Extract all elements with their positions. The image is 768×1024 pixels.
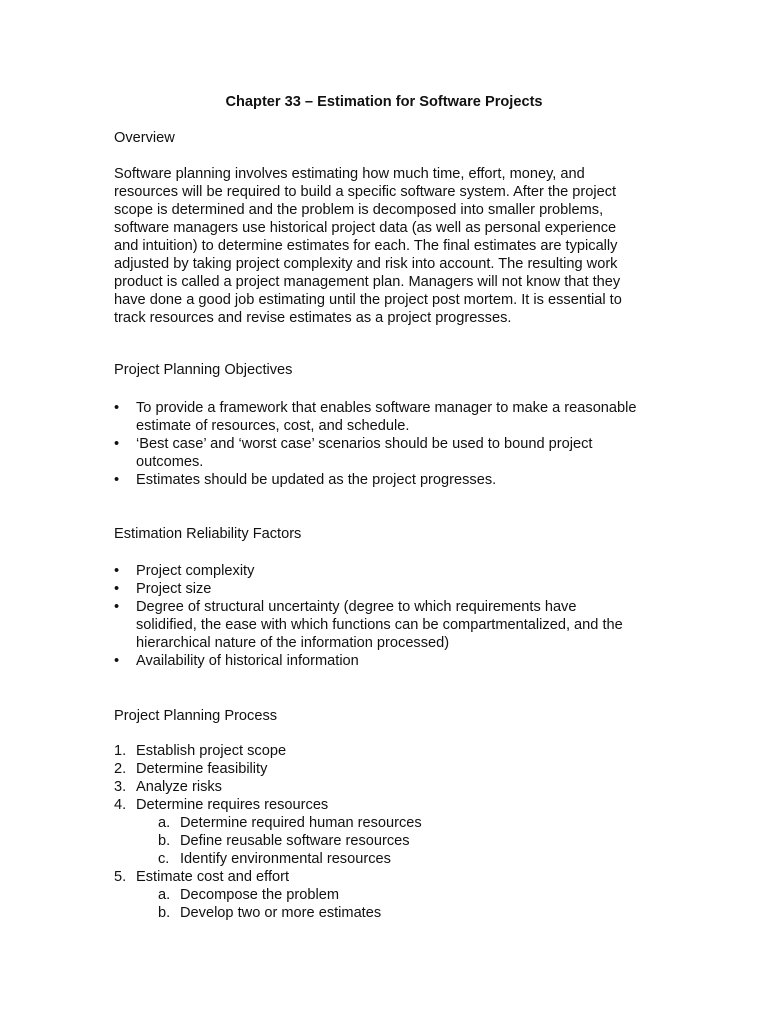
sub-step-item bbox=[158, 850, 674, 868]
step-text: Determine feasibility bbox=[136, 761, 268, 777]
step-number: 4. bbox=[114, 797, 127, 813]
step-item bbox=[114, 742, 674, 760]
list-item-line: Estimates should be updated as the project progresses. bbox=[136, 472, 497, 488]
sub-step-text: Determine required human resources bbox=[180, 815, 422, 831]
step-item bbox=[114, 796, 674, 868]
sub-step-text: Decompose the problem bbox=[180, 887, 339, 903]
sub-step-text: Develop two or more estimates bbox=[180, 905, 382, 921]
sub-step-letter: c. bbox=[158, 851, 170, 867]
step-item bbox=[114, 868, 674, 922]
list-item-line: Project complexity bbox=[136, 563, 255, 579]
step-text: Estimate cost and effort bbox=[136, 869, 290, 885]
sub-step-text: Identify environmental resources bbox=[180, 851, 391, 867]
overview-line: scope is determined and the problem is decomposed into smaller problems, bbox=[114, 202, 604, 218]
list-item-line: outcomes. bbox=[136, 454, 204, 470]
step-number: 1. bbox=[114, 743, 127, 759]
overview-line: have done a good job estimating until the project post mortem. It is essential to bbox=[114, 292, 622, 308]
list-item bbox=[114, 598, 666, 652]
step-number: 2. bbox=[114, 761, 127, 777]
step-text: Establish project scope bbox=[136, 743, 287, 759]
sub-step-letter: a. bbox=[158, 887, 171, 903]
list-item-line: solidified, the ease with which functions can be compartmentalized, and the bbox=[136, 617, 623, 633]
bullet-icon: • bbox=[114, 400, 120, 416]
overview-section bbox=[114, 129, 674, 327]
bullet-icon: • bbox=[114, 599, 120, 615]
list-item bbox=[114, 652, 666, 670]
list-item-line: To provide a framework that enables software manager to make a reasonable bbox=[136, 400, 637, 416]
overview-line: resources will be required to build a specific software system. After the project bbox=[114, 184, 617, 200]
reliability-section bbox=[114, 525, 674, 670]
objectives-list bbox=[114, 399, 674, 489]
bullet-icon: • bbox=[114, 581, 120, 597]
overview-line: product is called a project management plan. Managers will not know that they bbox=[114, 274, 621, 290]
objectives-heading: Project Planning Objectives bbox=[114, 362, 293, 378]
step-number: 3. bbox=[114, 779, 127, 795]
process-steps bbox=[114, 742, 674, 922]
overview-line: adjusted by taking project complexity and risk into account. The resulting work bbox=[114, 256, 618, 272]
sub-step-letter: b. bbox=[158, 833, 171, 849]
overview-line: software managers use historical project data (as well as personal experience bbox=[114, 220, 617, 236]
list-item-line: hierarchical nature of the information processed) bbox=[136, 635, 450, 651]
sub-steps bbox=[158, 814, 674, 868]
list-item bbox=[114, 399, 666, 435]
step-text: Analyze risks bbox=[136, 779, 222, 795]
overview-heading: Overview bbox=[114, 130, 175, 146]
bullet-icon: • bbox=[114, 563, 120, 579]
sub-step-item bbox=[158, 904, 674, 922]
list-item bbox=[114, 580, 666, 598]
bullet-icon: • bbox=[114, 436, 120, 452]
sub-step-item bbox=[158, 814, 674, 832]
sub-step-letter: a. bbox=[158, 815, 171, 831]
overview-line: and intuition) to determine estimates for each. The final estimates are typically bbox=[114, 238, 618, 254]
sub-step-letter: b. bbox=[158, 905, 171, 921]
reliability-heading: Estimation Reliability Factors bbox=[114, 526, 302, 542]
list-item bbox=[114, 471, 666, 489]
overview-line: Software planning involves estimating how much time, effort, money, and bbox=[114, 166, 585, 182]
list-item bbox=[114, 435, 666, 471]
list-item-line: estimate of resources, cost, and schedule. bbox=[136, 418, 410, 434]
step-number: 5. bbox=[114, 869, 127, 885]
sub-step-item bbox=[158, 886, 674, 904]
overview-line: track resources and revise estimates as a project progresses. bbox=[114, 310, 512, 326]
sub-step-text: Define reusable software resources bbox=[180, 833, 410, 849]
step-item bbox=[114, 760, 674, 778]
list-item-line: Availability of historical information bbox=[136, 653, 359, 669]
bullet-icon: • bbox=[114, 472, 120, 488]
list-item-line: Degree of structural uncertainty (degree to which requirements have bbox=[136, 599, 577, 615]
process-section bbox=[114, 707, 674, 922]
step-item bbox=[114, 778, 674, 796]
list-item-line: ‘Best case’ and ‘worst case’ scenarios should be used to bound project bbox=[136, 436, 593, 452]
overview-paragraph bbox=[114, 165, 674, 327]
reliability-list bbox=[114, 562, 674, 670]
list-item-line: Project size bbox=[136, 581, 212, 597]
objectives-section bbox=[114, 361, 674, 489]
sub-steps bbox=[158, 886, 674, 922]
sub-step-item bbox=[158, 832, 674, 850]
step-text: Determine requires resources bbox=[136, 797, 329, 813]
list-item bbox=[114, 562, 666, 580]
bullet-icon: • bbox=[114, 653, 120, 669]
page-title: Chapter 33 – Estimation for Software Projects bbox=[225, 94, 543, 110]
process-heading: Project Planning Process bbox=[114, 708, 278, 724]
